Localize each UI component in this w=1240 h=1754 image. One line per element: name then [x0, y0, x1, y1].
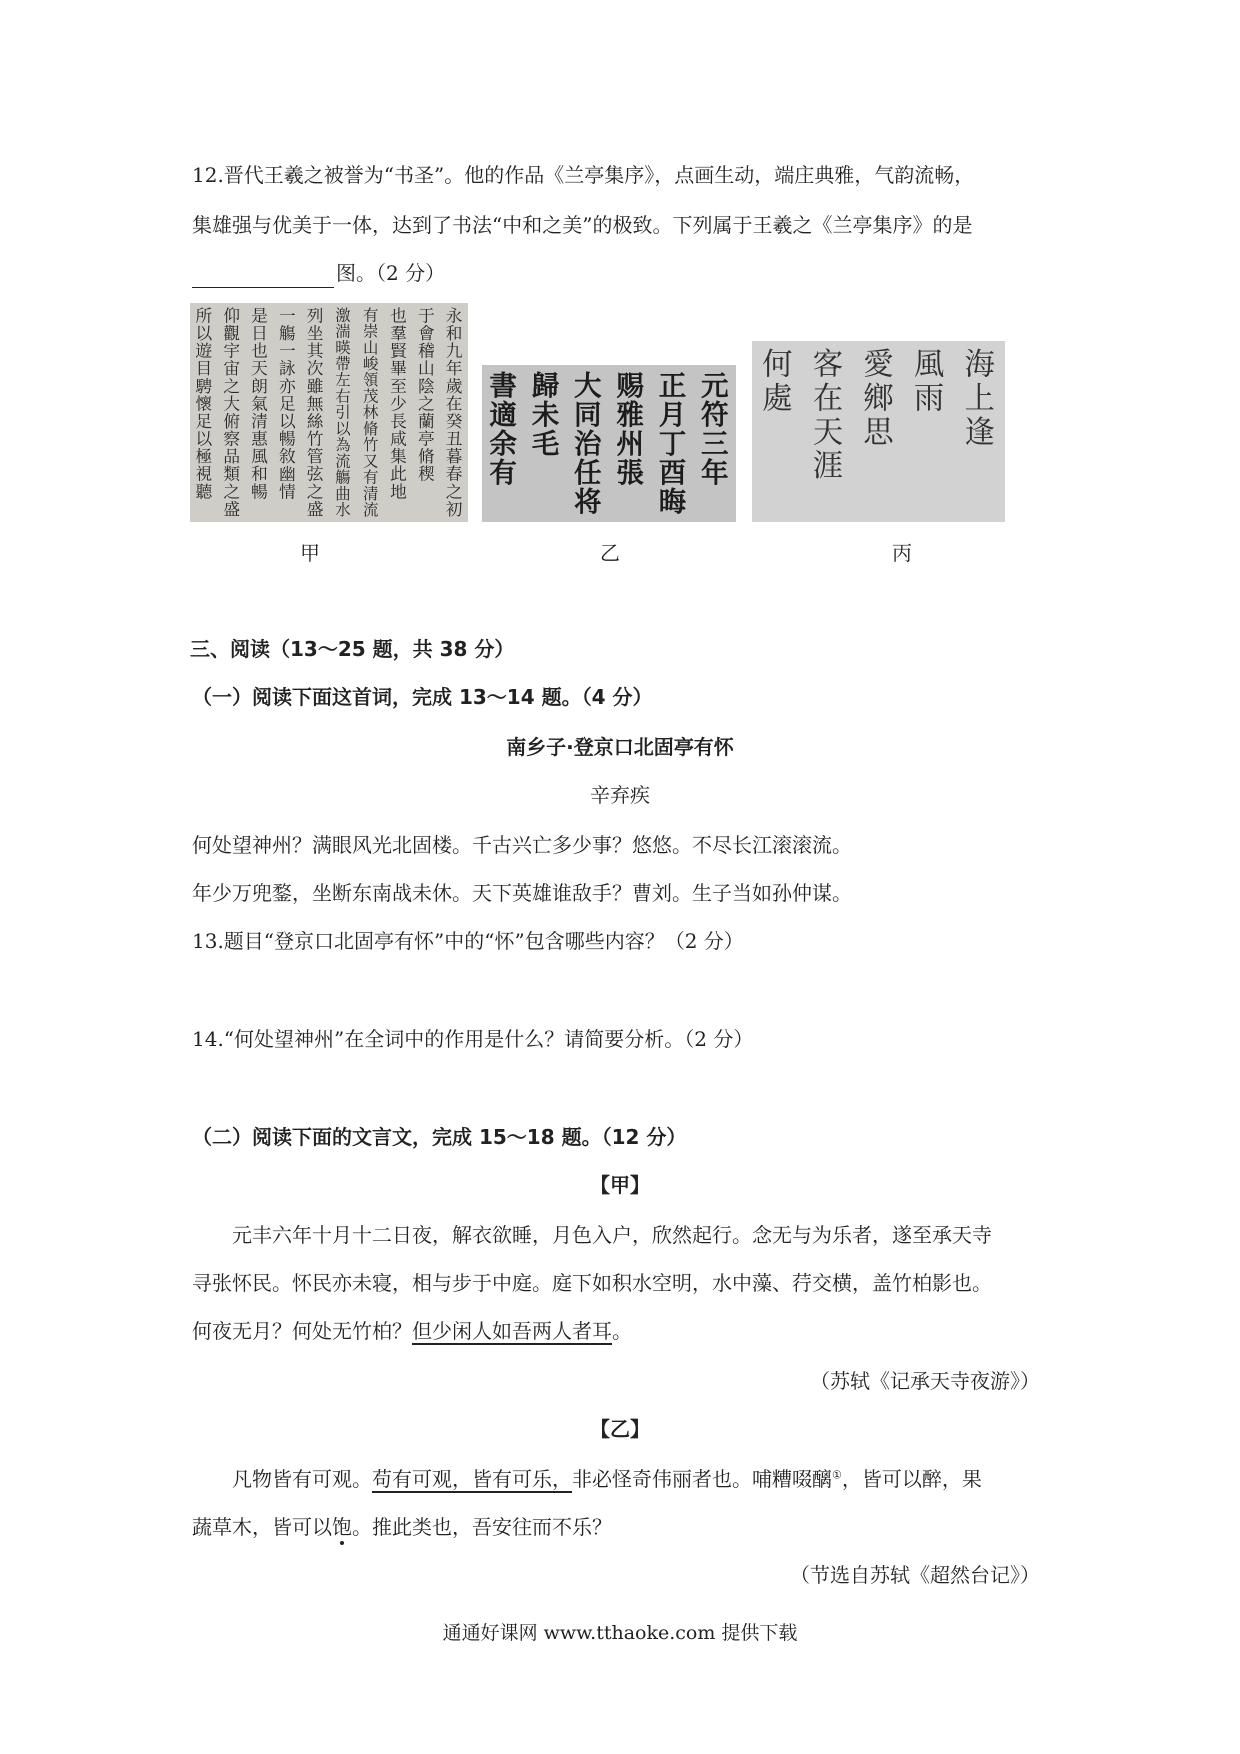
q12-line3-suffix: 图。（2 分）	[336, 261, 446, 285]
yi-source: （节选自苏轼《超然台记》）	[790, 1563, 1040, 1587]
calligraphy-glyph: 大	[574, 369, 602, 402]
calligraphy-glyph: 月	[658, 398, 687, 431]
calligraphy-glyph: 以	[195, 428, 213, 449]
calligraphy-glyph: 林	[362, 403, 379, 422]
calligraphy-glyph: 在	[812, 381, 844, 417]
calligraphy-glyph: 雨	[913, 381, 945, 417]
yi-line2-text-a: 蔬草木，皆可以	[192, 1515, 332, 1539]
calligraphy-glyph: 脩	[417, 446, 435, 467]
answer-blank[interactable]	[192, 265, 334, 288]
calligraphy-image-yi[interactable]	[482, 365, 736, 522]
calligraphy-glyph: 咸	[390, 428, 407, 449]
calligraphy-glyph: 右	[335, 387, 351, 406]
calligraphy-glyph: 丁	[658, 427, 687, 460]
calligraphy-glyph: 宙	[223, 358, 241, 379]
calligraphy-glyph: 一	[278, 340, 296, 361]
calligraphy-glyph: 之	[445, 481, 463, 502]
calligraphy-glyph: 騁	[195, 375, 213, 396]
calligraphy-glyph: 無	[306, 393, 324, 414]
calligraphy-glyph: 品	[223, 446, 241, 467]
calligraphy-glyph: 同	[574, 398, 602, 431]
calligraphy-glyph: 何	[762, 347, 793, 383]
calligraphy-yi-strokes	[482, 365, 736, 522]
part-2-title: （二）阅读下面的文言文，完成 15～18 题。（12 分）	[192, 1125, 687, 1149]
calligraphy-glyph: 峻	[362, 355, 379, 374]
jia-source: （苏轼《记承天寺夜游》）	[810, 1369, 1040, 1393]
calligraphy-glyph: 地	[390, 481, 407, 502]
calligraphy-glyph: 愛	[863, 347, 894, 383]
calligraphy-glyph: 賢	[390, 340, 407, 361]
calligraphy-glyph: 視	[195, 463, 213, 484]
calligraphy-glyph: 山	[417, 358, 435, 379]
footer-download-note: 通通好课网 www.tthaoke.com 提供下载	[442, 1622, 798, 1644]
calligraphy-glyph: 絲	[306, 410, 324, 431]
calligraphy-glyph: 竹	[306, 428, 324, 449]
calligraphy-glyph: 三	[701, 427, 729, 460]
section-3-title: 三、阅读（13～25 题，共 38 分）	[190, 637, 515, 661]
jia-paragraph-line-2: 寻张怀民。怀民亦未寝，相与步于中庭。庭下如积水空明，水中藻、荇交横，盖竹柏影也。	[192, 1271, 992, 1295]
calligraphy-glyph: 暮	[445, 446, 463, 467]
calligraphy-glyph: 會	[417, 323, 435, 344]
calligraphy-glyph: 盛	[223, 498, 241, 519]
calligraphy-glyph: 雖	[306, 375, 324, 396]
yi-line1-text-d: ，皆可以醉，果	[841, 1467, 982, 1491]
calligraphy-glyph: 俯	[223, 410, 241, 431]
calligraphy-glyph: 符	[701, 398, 729, 431]
calligraphy-glyph: 丑	[445, 428, 463, 449]
question-14: 14.“何处望神州”在全词中的作用是什么？请简要分析。（2 分）	[192, 1027, 754, 1051]
jia-line3-text: 何夜无月？何处无竹柏？	[192, 1319, 412, 1343]
calligraphy-glyph: 初	[445, 498, 463, 519]
calligraphy-glyph: 之	[306, 481, 324, 502]
calligraphy-glyph: 暢	[278, 428, 296, 449]
calligraphy-glyph: 仰	[223, 305, 241, 326]
image-label-bing: 丙	[892, 541, 912, 565]
calligraphy-glyph: 雅	[616, 398, 644, 431]
calligraphy-glyph: 陰	[417, 375, 435, 396]
yi-paragraph-line-2	[192, 1512, 612, 1542]
calligraphy-glyph: 朗	[251, 375, 268, 396]
calligraphy-glyph: 也	[390, 305, 407, 326]
yi-line2-text-c: 。推此类也，吾安往而不乐？	[352, 1515, 612, 1539]
calligraphy-glyph: 次	[306, 358, 324, 379]
calligraphy-glyph: 毛	[531, 427, 560, 460]
calligraphy-glyph: 亦	[278, 375, 296, 396]
calligraphy-image-bing[interactable]	[752, 341, 1005, 522]
calligraphy-glyph: 張	[616, 456, 644, 489]
calligraphy-glyph: 適	[489, 398, 517, 431]
q12-line3	[192, 258, 445, 288]
calligraphy-glyph: 崇	[362, 322, 379, 341]
calligraphy-glyph: 盛	[306, 498, 324, 519]
calligraphy-glyph: 歸	[531, 369, 560, 402]
calligraphy-glyph: 是	[251, 305, 268, 326]
calligraphy-glyph: 州	[616, 427, 644, 460]
calligraphy-glyph: 脩	[362, 419, 379, 438]
calligraphy-glyph: 在	[445, 393, 463, 414]
jia-line3-end: 。	[612, 1319, 632, 1343]
calligraphy-glyph: 酉	[658, 456, 687, 489]
calligraphy-glyph: 以	[335, 419, 351, 438]
calligraphy-glyph: 敘	[278, 446, 296, 467]
calligraphy-glyph: 海	[964, 347, 995, 383]
calligraphy-glyph: 畢	[390, 358, 407, 379]
calligraphy-glyph: 治	[574, 427, 602, 460]
calligraphy-glyph: 客	[812, 347, 844, 383]
calligraphy-glyph: 天	[251, 358, 268, 379]
calligraphy-glyph: 目	[195, 358, 213, 379]
jia-heading: 【甲】	[590, 1173, 650, 1197]
calligraphy-glyph: 風	[913, 347, 945, 383]
calligraphy-glyph: 和	[251, 463, 268, 484]
calligraphy-glyph: 長	[390, 410, 407, 431]
calligraphy-glyph: 觴	[335, 468, 351, 487]
calligraphy-glyph: 足	[195, 410, 213, 431]
calligraphy-glyph: 集	[390, 446, 407, 467]
calligraphy-glyph: 觀	[223, 323, 241, 344]
image-label-jia: 甲	[300, 541, 320, 565]
calligraphy-glyph: 類	[223, 463, 241, 484]
calligraphy-image-jia[interactable]	[190, 303, 468, 522]
calligraphy-glyph: 激	[335, 306, 351, 325]
calligraphy-glyph: 正	[658, 369, 687, 402]
calligraphy-glyph: 一	[278, 305, 296, 326]
calligraphy-glyph: 稽	[417, 340, 435, 361]
calligraphy-glyph: 情	[278, 481, 296, 502]
calligraphy-glyph: 管	[306, 446, 324, 467]
emphasis-dot-word: 饱	[332, 1515, 352, 1539]
calligraphy-glyph: 思	[863, 415, 894, 451]
calligraphy-glyph: 任	[574, 456, 602, 489]
calligraphy-glyph: 竹	[362, 436, 379, 455]
yi-line1-text-c: 非必怪奇伟丽者也。哺糟啜醨	[572, 1467, 832, 1491]
calligraphy-glyph: 逢	[964, 415, 995, 451]
calligraphy-glyph: 極	[195, 446, 213, 467]
jia-paragraph-line-3	[192, 1316, 632, 1346]
calligraphy-glyph: 清	[362, 484, 379, 503]
calligraphy-glyph: 年	[445, 358, 463, 379]
calligraphy-glyph: 此	[390, 463, 407, 484]
underlined-sentence-yi: 苟有可观，皆有可乐，	[372, 1467, 572, 1491]
footnote-marker: ①	[832, 1468, 842, 1482]
calligraphy-glyph: 觴	[278, 323, 296, 344]
calligraphy-glyph: 引	[335, 403, 351, 422]
calligraphy-glyph: 天	[812, 415, 844, 451]
yi-paragraph-line-1	[232, 1464, 982, 1494]
part-1-title: （一）阅读下面这首词，完成 13～14 题。（4 分）	[192, 685, 653, 709]
question-13: 13.题目“登京口北固亭有怀”中的“怀”包含哪些内容？（2 分）	[192, 929, 744, 953]
calligraphy-glyph: 風	[251, 446, 268, 467]
calligraphy-glyph: 遊	[195, 340, 213, 361]
calligraphy-glyph: 詠	[278, 358, 296, 379]
calligraphy-glyph: 蘭	[417, 410, 435, 431]
calligraphy-glyph: 湍	[335, 322, 351, 341]
image-label-yi: 乙	[600, 541, 620, 565]
calligraphy-glyph: 其	[306, 340, 324, 361]
calligraphy-glyph: 足	[278, 393, 296, 414]
calligraphy-glyph: 坐	[306, 323, 324, 344]
calligraphy-glyph: 九	[445, 340, 463, 361]
calligraphy-glyph: 之	[223, 481, 241, 502]
calligraphy-glyph: 和	[445, 323, 463, 344]
calligraphy-glyph: 暢	[251, 481, 268, 502]
calligraphy-glyph: 有	[489, 456, 517, 489]
calligraphy-glyph: 領	[362, 371, 379, 390]
calligraphy-glyph: 曲	[335, 484, 351, 503]
calligraphy-glyph: 列	[306, 305, 324, 326]
calligraphy-glyph: 流	[362, 501, 379, 520]
calligraphy-glyph: 至	[390, 375, 407, 396]
calligraphy-glyph: 歲	[445, 375, 463, 396]
calligraphy-glyph: 赐	[616, 369, 644, 402]
calligraphy-glyph: 書	[489, 369, 517, 402]
calligraphy-glyph: 也	[251, 340, 268, 361]
poem-line-2: 年少万兜鍪，坐断东南战未休。天下英雄谁敌手？曹刘。生子当如孙仲谋。	[192, 881, 852, 905]
calligraphy-glyph: 余	[489, 427, 517, 460]
calligraphy-glyph: 處	[762, 381, 793, 417]
calligraphy-glyph: 亭	[417, 428, 435, 449]
calligraphy-jia-strokes	[190, 303, 468, 522]
calligraphy-glyph: 羣	[390, 323, 407, 344]
calligraphy-glyph: 聽	[195, 481, 213, 502]
calligraphy-glyph: 于	[417, 305, 435, 326]
poem-author: 辛弃疾	[590, 783, 650, 807]
calligraphy-glyph: 以	[278, 410, 296, 431]
calligraphy-glyph: 少	[390, 393, 407, 414]
calligraphy-glyph: 流	[335, 452, 351, 471]
calligraphy-glyph: 茂	[362, 387, 379, 406]
poem-title: 南乡子·登京口北固亭有怀	[506, 735, 734, 759]
q12-line2: 集雄强与优美于一体，达到了书法“中和之美”的极致。下列属于王羲之《兰亭集序》的是	[192, 213, 973, 237]
yi-line1-text-a: 凡物皆有可观。	[232, 1467, 372, 1491]
calligraphy-glyph: 涯	[812, 449, 844, 485]
calligraphy-glyph: 日	[251, 323, 268, 344]
calligraphy-glyph: 暎	[335, 338, 351, 357]
calligraphy-glyph: 未	[531, 398, 560, 431]
calligraphy-glyph: 清	[251, 410, 268, 431]
calligraphy-glyph: 惠	[251, 428, 268, 449]
calligraphy-glyph: 幽	[278, 463, 296, 484]
calligraphy-glyph: 鄉	[863, 381, 894, 417]
calligraphy-glyph: 宇	[223, 340, 241, 361]
calligraphy-glyph: 帶	[335, 355, 351, 374]
calligraphy-glyph: 晦	[658, 485, 687, 518]
calligraphy-glyph: 稧	[417, 463, 435, 484]
underlined-sentence-jia: 但少闲人如吾两人者耳	[412, 1319, 612, 1343]
yi-heading: 【乙】	[590, 1417, 650, 1441]
calligraphy-glyph: 春	[445, 463, 463, 484]
calligraphy-glyph: 将	[574, 485, 602, 518]
calligraphy-glyph: 永	[445, 305, 463, 326]
calligraphy-glyph: 又	[362, 452, 379, 471]
calligraphy-glyph: 有	[362, 468, 379, 487]
jia-paragraph-line-1: 元丰六年十月十二日夜，解衣欲睡，月色入户，欣然起行。念无与为乐者，遂至承天寺	[232, 1223, 992, 1247]
calligraphy-glyph: 年	[701, 456, 729, 489]
poem-line-1: 何处望神州？满眼风光北固楼。千古兴亡多少事？悠悠。不尽长江滚滚流。	[192, 833, 852, 857]
calligraphy-glyph: 之	[223, 375, 241, 396]
calligraphy-glyph: 懷	[195, 393, 213, 414]
calligraphy-glyph: 氣	[251, 393, 268, 414]
calligraphy-glyph: 察	[223, 428, 241, 449]
calligraphy-glyph: 山	[362, 338, 379, 357]
calligraphy-glyph: 左	[335, 371, 351, 390]
calligraphy-glyph: 弦	[306, 463, 324, 484]
calligraphy-glyph: 之	[417, 393, 435, 414]
calligraphy-glyph: 癸	[445, 410, 463, 431]
calligraphy-glyph: 所	[195, 305, 213, 326]
calligraphy-glyph: 為	[335, 436, 351, 455]
calligraphy-glyph: 水	[335, 501, 351, 520]
calligraphy-glyph: 大	[223, 393, 241, 414]
calligraphy-glyph: 以	[195, 323, 213, 344]
q12-line1: 12.晋代王羲之被誉为“书圣”。他的作品《兰亭集序》，点画生动，端庄典雅，气韵流畅，	[192, 163, 975, 187]
calligraphy-glyph: 上	[964, 381, 995, 417]
calligraphy-glyph: 有	[362, 306, 379, 325]
calligraphy-bing-strokes	[752, 341, 1005, 522]
calligraphy-glyph: 元	[701, 369, 729, 402]
